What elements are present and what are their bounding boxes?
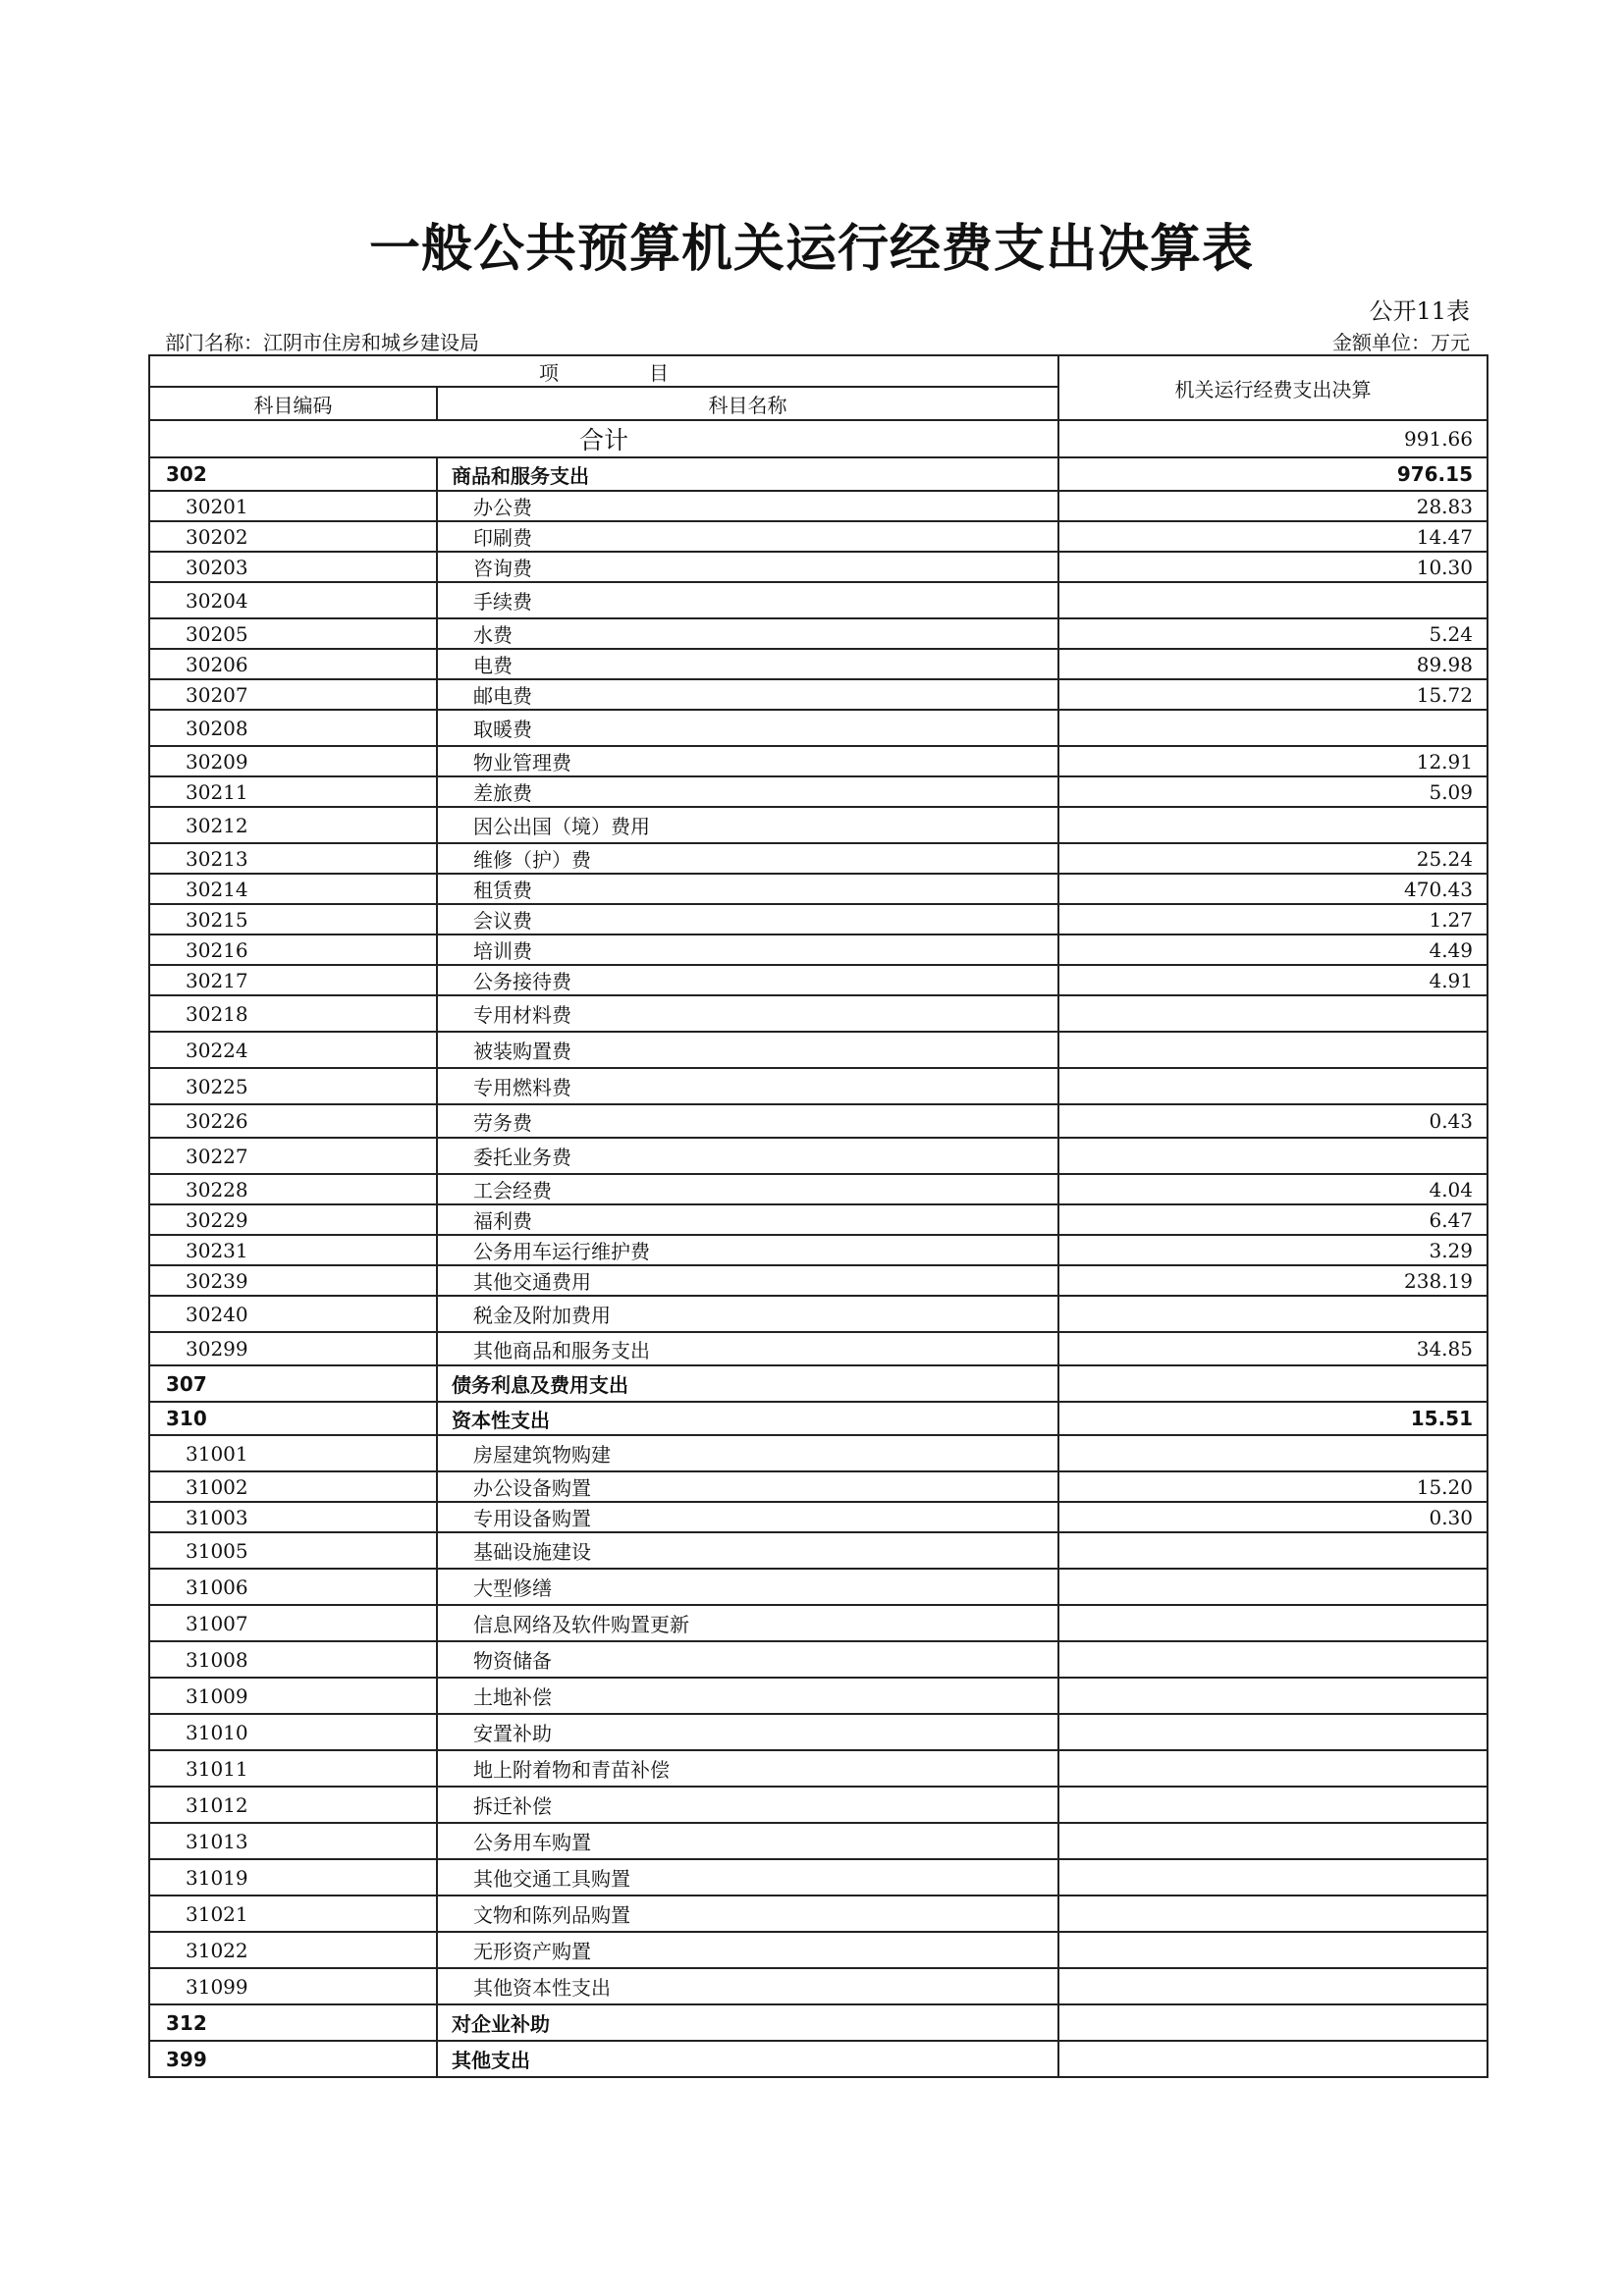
amount-value: 3.29 [1058,1235,1488,1265]
subject-name: 土地补偿 [437,1678,1058,1714]
subject-code: 30211 [149,776,437,807]
amount-value: 1.27 [1058,904,1488,934]
amount-value [1058,1678,1488,1714]
subject-name: 公务用车运行维护费 [437,1235,1058,1265]
subject-name: 无形资产购置 [437,1932,1058,1968]
subject-code: 30224 [149,1032,437,1068]
amount-value [1058,1859,1488,1896]
amount-unit: 金额单位：万元 [1332,331,1470,354]
table-row [149,679,1488,710]
subject-code: 31019 [149,1859,437,1896]
subject-name: 房屋建筑物购建 [437,1435,1058,1471]
header-name: 科目名称 [437,387,1058,420]
subject-code: 31009 [149,1678,437,1714]
subject-code: 30299 [149,1332,437,1365]
subject-code: 30231 [149,1235,437,1265]
amount-value [1058,582,1488,618]
amount-value [1058,1032,1488,1068]
subject-name: 办公设备购置 [437,1471,1058,1502]
table-row [149,874,1488,904]
subject-code: 30203 [149,552,437,582]
amount-value [1058,2004,1488,2041]
amount-value: 238.19 [1058,1265,1488,1296]
table-row [149,552,1488,582]
table-row [149,1032,1488,1068]
table-row [149,746,1488,776]
amount-value [1058,1365,1488,1402]
subject-name: 邮电费 [437,679,1058,710]
amount-value: 0.30 [1058,1502,1488,1532]
subject-code: 30206 [149,649,437,679]
table-row [149,1502,1488,1532]
total-amount: 991.66 [1058,420,1488,457]
table-row [149,491,1488,521]
amount-value: 28.83 [1058,491,1488,521]
subject-name: 维修（护）费 [437,843,1058,874]
subject-code: 30215 [149,904,437,934]
table-row [149,1896,1488,1932]
subject-code: 31005 [149,1532,437,1569]
amount-value: 15.20 [1058,1471,1488,1502]
subject-code: 30202 [149,521,437,552]
subject-code: 30216 [149,934,437,965]
amount-value [1058,1932,1488,1968]
subject-code: 30208 [149,710,437,746]
amount-value [1058,2041,1488,2077]
table-row [149,934,1488,965]
table-row [149,618,1488,649]
subject-code: 31010 [149,1714,437,1750]
subject-code: 31001 [149,1435,437,1471]
subject-code: 30207 [149,679,437,710]
amount-value: 12.91 [1058,746,1488,776]
subject-name: 手续费 [437,582,1058,618]
table-row [149,1296,1488,1332]
subject-name: 信息网络及软件购置更新 [437,1605,1058,1641]
table-row [149,710,1488,746]
category-row [149,457,1488,491]
subject-name: 取暖费 [437,710,1058,746]
table-row [149,1714,1488,1750]
subject-name: 商品和服务支出 [437,457,1058,491]
department-name: 部门名称：江阴市住房和城乡建设局 [165,331,479,354]
subject-name: 其他交通工具购置 [437,1859,1058,1896]
amount-value: 4.49 [1058,934,1488,965]
subject-code: 30227 [149,1138,437,1174]
amount-value: 976.15 [1058,457,1488,491]
subject-name: 工会经费 [437,1174,1058,1204]
amount-value [1058,1896,1488,1932]
expenditure-table [148,354,1488,2078]
subject-name: 税金及附加费用 [437,1296,1058,1332]
amount-value: 470.43 [1058,874,1488,904]
amount-value [1058,710,1488,746]
amount-value [1058,1138,1488,1174]
amount-value: 6.47 [1058,1204,1488,1235]
subject-code: 31099 [149,1968,437,2004]
subject-name: 被装购置费 [437,1032,1058,1068]
amount-value [1058,1435,1488,1471]
subject-name: 因公出国（境）费用 [437,807,1058,843]
amount-value [1058,1968,1488,2004]
table-row [149,1104,1488,1138]
subject-name: 劳务费 [437,1104,1058,1138]
table-row [149,807,1488,843]
header-project: 项 目 [149,355,1058,387]
header-row-project [149,355,1488,387]
table-row [149,1968,1488,2004]
subject-name: 安置补助 [437,1714,1058,1750]
subject-name: 委托业务费 [437,1138,1058,1174]
page-title: 一般公共预算机关运行经费支出决算表 [368,219,1254,279]
subject-name: 办公费 [437,491,1058,521]
subject-name: 其他商品和服务支出 [437,1332,1058,1365]
table-row [149,1932,1488,1968]
table-row [149,776,1488,807]
amount-value: 15.51 [1058,1402,1488,1435]
subject-name: 水费 [437,618,1058,649]
subject-code: 30217 [149,965,437,995]
amount-value: 34.85 [1058,1332,1488,1365]
amount-value [1058,1823,1488,1859]
subject-name: 拆迁补偿 [437,1787,1058,1823]
subject-code: 31012 [149,1787,437,1823]
subject-code: 30204 [149,582,437,618]
table-row [149,1435,1488,1471]
total-label: 合计 [149,420,1058,457]
table-row [149,1532,1488,1569]
subject-name: 其他资本性支出 [437,1968,1058,2004]
category-row [149,2004,1488,2041]
total-row [149,420,1488,457]
subject-code: 312 [149,2004,437,2041]
table-row [149,649,1488,679]
amount-value: 4.04 [1058,1174,1488,1204]
table-row [149,1068,1488,1104]
subject-name: 专用材料费 [437,995,1058,1032]
header-amount: 机关运行经费支出决算 [1058,355,1488,420]
subject-code: 30218 [149,995,437,1032]
amount-value [1058,995,1488,1032]
amount-value [1058,1714,1488,1750]
subject-name: 差旅费 [437,776,1058,807]
subject-code: 30229 [149,1204,437,1235]
subject-code: 31008 [149,1641,437,1678]
table-row [149,1823,1488,1859]
subject-code: 31021 [149,1896,437,1932]
amount-value: 10.30 [1058,552,1488,582]
subject-name: 福利费 [437,1204,1058,1235]
category-row [149,2041,1488,2077]
category-row [149,1365,1488,1402]
subject-code: 310 [149,1402,437,1435]
subject-name: 其他交通费用 [437,1265,1058,1296]
table-row [149,1605,1488,1641]
subject-code: 31006 [149,1569,437,1605]
subject-name: 物资储备 [437,1641,1058,1678]
amount-value: 15.72 [1058,679,1488,710]
subject-name: 其他支出 [437,2041,1058,2077]
table-row [149,995,1488,1032]
subject-code: 31022 [149,1932,437,1968]
subject-name: 印刷费 [437,521,1058,552]
table-row [149,1471,1488,1502]
subject-code: 30226 [149,1104,437,1138]
amount-value: 5.24 [1058,618,1488,649]
subject-code: 30213 [149,843,437,874]
subject-name: 会议费 [437,904,1058,934]
subject-name: 基础设施建设 [437,1532,1058,1569]
subject-name: 咨询费 [437,552,1058,582]
subject-name: 物业管理费 [437,746,1058,776]
amount-value: 5.09 [1058,776,1488,807]
subject-code: 30212 [149,807,437,843]
table-row [149,1750,1488,1787]
table-row [149,1678,1488,1714]
table-row [149,1569,1488,1605]
subject-code: 30228 [149,1174,437,1204]
subject-code: 30240 [149,1296,437,1332]
table-row [149,1204,1488,1235]
amount-value: 0.43 [1058,1104,1488,1138]
amount-value [1058,1641,1488,1678]
subject-code: 31011 [149,1750,437,1787]
subject-code: 399 [149,2041,437,2077]
category-row [149,1402,1488,1435]
subject-name: 电费 [437,649,1058,679]
table-row [149,1174,1488,1204]
subject-name: 文物和陈列品购置 [437,1896,1058,1932]
table-row [149,904,1488,934]
amount-value [1058,1296,1488,1332]
amount-value [1058,1750,1488,1787]
subject-code: 30225 [149,1068,437,1104]
subject-name: 大型修缮 [437,1569,1058,1605]
table-row [149,1235,1488,1265]
subject-code: 31003 [149,1502,437,1532]
subject-name: 租赁费 [437,874,1058,904]
table-row [149,521,1488,552]
amount-value: 89.98 [1058,649,1488,679]
subject-code: 31002 [149,1471,437,1502]
table-row [149,965,1488,995]
subject-code: 307 [149,1365,437,1402]
table-row [149,1138,1488,1174]
subject-name: 公务用车购置 [437,1823,1058,1859]
subject-code: 30239 [149,1265,437,1296]
subject-name: 债务利息及费用支出 [437,1365,1058,1402]
subject-name: 资本性支出 [437,1402,1058,1435]
table-row [149,1859,1488,1896]
subject-code: 31007 [149,1605,437,1641]
subject-code: 30214 [149,874,437,904]
header-code: 科目编码 [149,387,437,420]
subject-name: 对企业补助 [437,2004,1058,2041]
subject-name: 专用燃料费 [437,1068,1058,1104]
table-row [149,1641,1488,1678]
table-row [149,1787,1488,1823]
subject-code: 31013 [149,1823,437,1859]
amount-value [1058,1787,1488,1823]
amount-value [1058,1569,1488,1605]
table-row [149,582,1488,618]
subject-name: 地上附着物和青苗补偿 [437,1750,1058,1787]
subject-code: 30201 [149,491,437,521]
subject-name: 公务接待费 [437,965,1058,995]
subject-code: 30209 [149,746,437,776]
amount-value: 25.24 [1058,843,1488,874]
table-row [149,843,1488,874]
amount-value: 14.47 [1058,521,1488,552]
subject-name: 培训费 [437,934,1058,965]
table-row [149,1332,1488,1365]
amount-value [1058,1532,1488,1569]
amount-value [1058,1068,1488,1104]
subject-code: 30205 [149,618,437,649]
amount-value: 4.91 [1058,965,1488,995]
table-row [149,1265,1488,1296]
subject-code: 302 [149,457,437,491]
amount-value [1058,1605,1488,1641]
subject-name: 专用设备购置 [437,1502,1058,1532]
amount-value [1058,807,1488,843]
form-number: 公开11表 [1369,297,1470,325]
